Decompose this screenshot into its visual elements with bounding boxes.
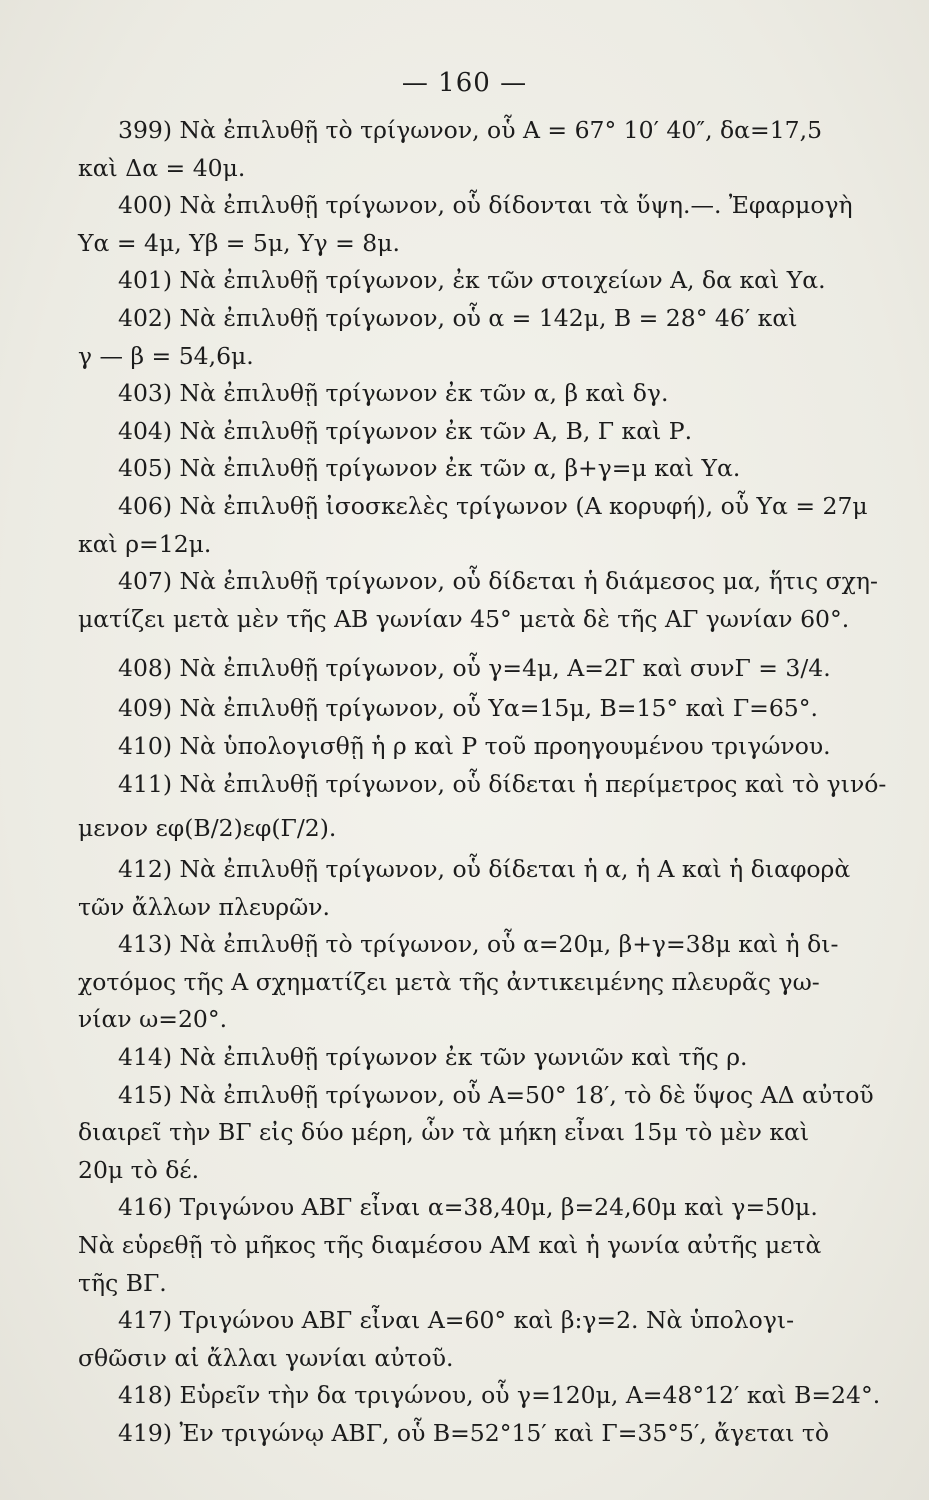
text-line: καὶ Δα = 40μ. — [78, 153, 246, 182]
text-line: τῆς ΒΓ. — [78, 1268, 167, 1297]
text-line: χοτόμος τῆς Α σχηματίζει μετὰ τῆς ἀντικειμένης πλευρᾶς γω- — [78, 967, 820, 996]
text-line: 412) Νὰ ἐπιλυθῇ τρίγωνον, οὗ δίδεται ἡ α, ἡ Α καὶ ἡ διαφορὰ — [118, 855, 851, 884]
text-line: 415) Νὰ ἐπιλυθῇ τρίγωνον, οὗ Α=50° 18′, τὸ δὲ ὕψος ΑΔ αὐτοῦ — [118, 1080, 874, 1109]
text-line: διαιρεῖ τὴν ΒΓ εἰς δύο μέρη, ὧν τὰ μήκη εἶναι 15μ τὸ μὲν καὶ — [78, 1118, 810, 1147]
text-line: 405) Νὰ ἐπιλυθῇ τρίγωνον ἐκ τῶν α, β+γ=μ καὶ Υα. — [118, 454, 741, 483]
text-line: 404) Νὰ ἐπιλυθῇ τρίγωνον ἐκ τῶν Α, Β, Γ καὶ Ρ. — [118, 416, 693, 445]
text-line: 399) Νὰ ἐπιλυθῇ τὸ τρίγωνον, οὗ Α = 67° 10′ 40″, δα=17,5 — [118, 116, 823, 144]
text-line: 416) Τριγώνου ΑΒΓ εἶναι α=38,40μ, β=24,60μ καὶ γ=50μ. — [118, 1193, 818, 1222]
text-line: σθῶσιν αἱ ἄλλαι γωνίαι αὐτοῦ. — [78, 1343, 454, 1372]
text-line: 403) Νὰ ἐπιλυθῇ τρίγωνον ἐκ τῶν α, β καὶ δγ. — [118, 379, 669, 408]
text-line: ματίζει μετὰ μὲν τῆς ΑΒ γωνίαν 45° μετὰ δὲ τῆς ΑΓ γωνίαν 60°. — [78, 604, 850, 633]
text-line: 409) Νὰ ἐπιλυθῇ τρίγωνον, οὗ Υα=15μ, Β=15° καὶ Γ=65°. — [118, 694, 818, 723]
text-line: νίαν ω=20°. — [78, 1005, 228, 1034]
text-line: Υα = 4μ, Υβ = 5μ, Υγ = 8μ. — [78, 228, 400, 257]
text-line: 406) Νὰ ἐπιλυθῇ ἰσοσκελὲς τρίγωνον (Α κορυφή), οὗ Υα = 27μ — [118, 491, 868, 520]
text-line: 418) Εὑρεῖν τὴν δα τριγώνου, οὗ γ=120μ, Α=48°12′ καὶ Β=24°. — [118, 1381, 881, 1410]
exercise-text — [78, 112, 887, 1453]
text-line: 20μ τὸ δέ. — [78, 1155, 200, 1184]
text-line: 408) Νὰ ἐπιλυθῇ τρίγωνον, οὗ γ=4μ, Α=2Γ καὶ συνΓ = 3/4. — [118, 654, 831, 683]
text-line: 417) Τριγώνου ΑΒΓ εἶναι Α=60° καὶ β:γ=2. Νὰ ὑπολογι- — [118, 1306, 795, 1335]
text-line: γ — β = 54,6μ. — [78, 341, 254, 370]
text-line: 414) Νὰ ἐπιλυθῇ τρίγωνον ἐκ τῶν γωνιῶν καὶ τῆς ρ. — [118, 1043, 748, 1072]
text-line: 407) Νὰ ἐπιλυθῇ τρίγωνον, οὗ δίδεται ἡ διάμεσος μα, ἥτις σχη- — [118, 567, 878, 596]
text-line: τῶν ἄλλων πλευρῶν. — [78, 892, 331, 921]
text-line: καὶ ρ=12μ. — [78, 529, 212, 558]
text-line: 411) Νὰ ἐπιλυθῇ τρίγωνον, οὗ δίδεται ἡ περίμετρος καὶ τὸ γινό- — [118, 769, 887, 798]
text-line: 410) Νὰ ὑπολογισθῇ ἡ ρ καὶ Ρ τοῦ προηγουμένου τριγώνου. — [118, 731, 831, 760]
text-line: 401) Νὰ ἐπιλυθῇ τρίγωνον, ἐκ τῶν στοιχείων Α, δα καὶ Υα. — [118, 266, 826, 295]
page-number: — 160 — — [401, 68, 528, 98]
text-line: 402) Νὰ ἐπιλυθῇ τρίγωνον, οὗ α = 142μ, Β = 28° 46′ καὶ — [118, 303, 798, 332]
text-line: Νὰ εὑρεθῇ τὸ μῆκος τῆς διαμέσου ΑΜ καὶ ἡ γωνία αὐτῆς μετὰ — [78, 1231, 822, 1260]
text-line: μενον εφ(Β/2)εφ(Γ/2). — [78, 814, 337, 843]
text-line: 413) Νὰ ἐπιλυθῇ τὸ τρίγωνον, οὗ α=20μ, β+γ=38μ καὶ ἡ δι- — [118, 930, 839, 959]
text-line: 400) Νὰ ἐπιλυθῇ τρίγωνον, οὗ δίδονται τὰ ὕψη.—. Ἐφαρμογὴ — [118, 191, 853, 220]
text-line: 419) Ἐν τριγώνῳ ΑΒΓ, οὗ Β=52°15′ καὶ Γ=35°5′, ἄγεται τὸ — [118, 1419, 830, 1447]
